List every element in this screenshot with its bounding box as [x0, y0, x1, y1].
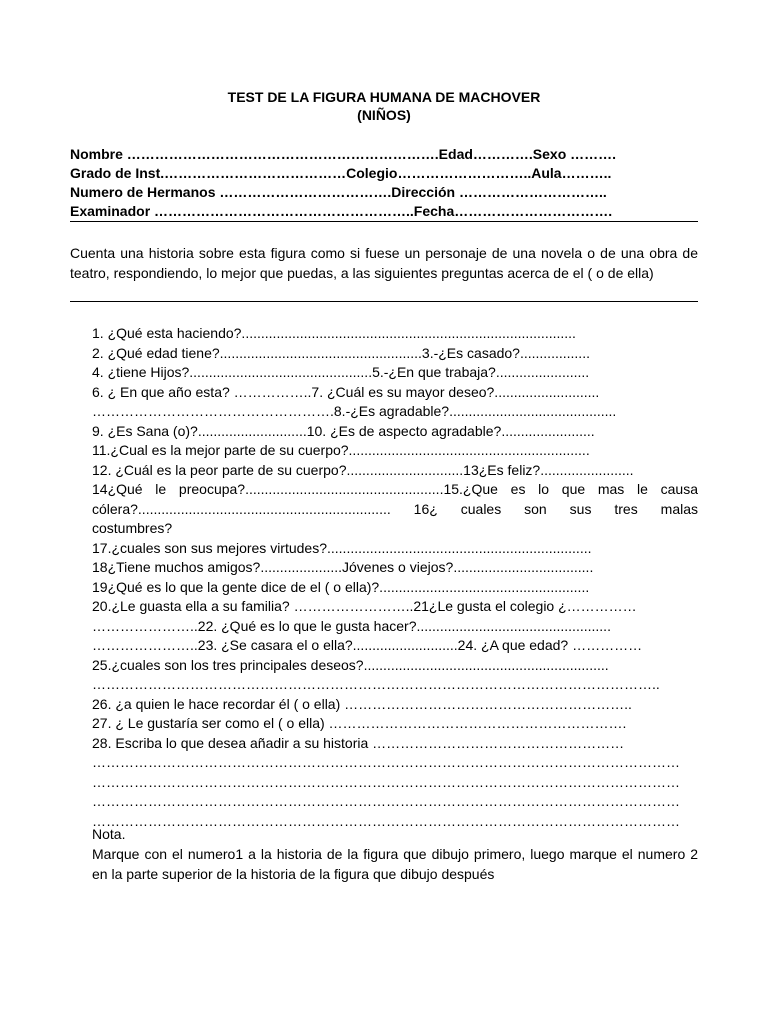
question-line: …………………..23. ¿Se casara el o ella?...........................24. ¿A que edad? ……………: [92, 637, 643, 653]
question-line: 28. Escriba lo que desea añadir a su historia ………………………………………………: [92, 735, 625, 751]
question-line: 26. ¿a quien le hace recordar él ( o ella) ……………………………………………………..: [92, 696, 632, 712]
question-line: 1. ¿Qué esta haciendo?......................................................................................: [92, 325, 576, 341]
question-line: 11.¿Cual es la mejor parte de su cuerpo?..............................................................: [92, 442, 590, 458]
field-hermanos-direccion: Numero de Hermanos ……………………………….Dirección …………………………..: [70, 184, 607, 200]
header-divider: [70, 221, 698, 222]
document-title: TEST DE LA FIGURA HUMANA DE MACHOVER: [227, 89, 541, 105]
question-line: 25.¿cuales son los tres principales deseos?...............................................................: [92, 657, 609, 673]
question-line: 9. ¿Es Sana (o)?............................10. ¿Es de aspecto agradable?........................: [92, 423, 595, 439]
question-line: 12. ¿Cuál es la peor parte de su cuerpo?..............................13¿Es feliz?........................: [92, 462, 634, 478]
answer-line: ………………………………………………………………………………………………………………: [92, 754, 680, 770]
field-nombre-edad-sexo: Nombre ………………………………………………………….Edad………….Sexo ……….: [70, 146, 617, 162]
question-line: 19¿Qué es lo que la gente dice de el ( o ella)?......................................................: [92, 579, 590, 595]
document-subtitle: (NIÑOS): [357, 107, 411, 123]
instructions-divider: [70, 301, 698, 302]
field-examinador-fecha: Examinador ………………………………………………..Fecha…………………………….: [70, 203, 613, 219]
question-line: cólera?................................................................. 16¿ cuales son sus tres malas: [92, 501, 698, 517]
question-line: 2. ¿Qué edad tiene?....................................................3.-¿Es casado?..................: [92, 345, 590, 361]
answer-line: …………………………………………………………………………………………………………..: [92, 676, 660, 692]
note-label: Nota.: [92, 826, 126, 842]
question-line: 27. ¿ Le gustaría ser como el ( o ella) ……………………………………………………….: [92, 715, 627, 731]
question-line: costumbres?: [92, 520, 173, 536]
question-line: 4. ¿tiene Hijos?...............................................5.-¿En que trabaja?........................: [92, 364, 590, 380]
instructions-paragraph: Cuenta una historia sobre esta figura como si fuese un personaje de una novela o de una obra de teatro, respondiendo, lo mejor que puedas, a las siguientes preguntas acerca de el ( o de ella): [70, 245, 698, 281]
question-line: …………………..22. ¿Qué es lo que le gusta hacer?..................................................: [92, 618, 611, 634]
question-line: …………………………………………….8.-¿Es agradable?...........................................: [92, 403, 617, 419]
note-text: Marque con el numero1 a la historia de la figura que dibujo primero, luego marque el numero 2 en la parte superior de la historia de la figura que dibujo después: [92, 846, 698, 882]
question-line: 14¿Qué le preocupa?...................................................15.¿Que es lo que mas le causa: [92, 481, 698, 497]
question-line: 20.¿Le guasta ella a su familia? ……………………..21¿Le gusta el colegio ¿……………: [92, 598, 637, 614]
answer-line: ………………………………………………………………………………………………………………: [92, 774, 680, 790]
question-line: 6. ¿ En que año esta? ……………..7. ¿Cuál es su mayor deseo?...........................: [92, 384, 600, 400]
answer-line: ………………………………………………………………………………………………………………: [92, 813, 680, 829]
field-grado-colegio-aula: Grado de Inst.…………………………………Colegio………………………..Aula………..: [70, 165, 612, 181]
question-line: 17.¿cuales son sus mejores virtudes?....................................................................: [92, 540, 592, 556]
answer-line: ………………………………………………………………………………………………………………: [92, 793, 680, 809]
question-line: 18¿Tiene muchos amigos?.....................Jóvenes o viejos?....................................: [92, 559, 594, 575]
